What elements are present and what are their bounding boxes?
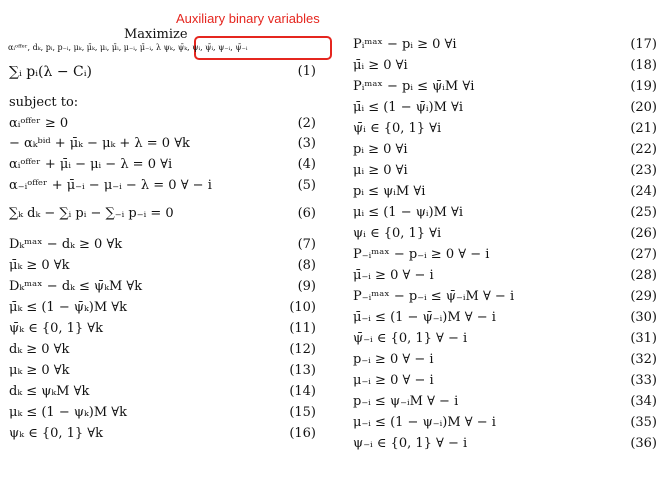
equation-expression: P₋ᵢᵐᵃˣ − p₋ᵢ ≤ ψ̄₋ᵢM ∀ − i: [353, 289, 515, 304]
equation-number: (22): [630, 142, 657, 157]
equation-expression: ψᵢ ∈ {0, 1} ∀i: [353, 226, 442, 241]
equation-expression: μ₋ᵢ ≤ (1 − ψ₋ᵢ)M ∀ − i: [353, 415, 496, 430]
decision-variables: αᵢᵒᶠᶠᵉʳ, dₖ, pᵢ, p₋ᵢ, μₖ, μ̄ₖ, μᵢ, μ̄ᵢ, μ₋ᵢ, μ̄₋ᵢ, λ: [8, 43, 162, 52]
equation-expression: α₋ᵢᵒᶠᶠᵉʳ + μ̄₋ᵢ − μ₋ᵢ − λ = 0 ∀ − i: [9, 178, 212, 193]
equation-number: (35): [630, 415, 657, 430]
equation-number: (36): [630, 436, 657, 451]
equation-number: (5): [297, 178, 316, 193]
equation-number: (13): [289, 363, 316, 378]
equation-expression: P₋ᵢᵐᵃˣ − p₋ᵢ ≥ 0 ∀ − i: [353, 247, 490, 262]
binary-variables: ψₖ, ψ̄ₖ, ψᵢ, ψ̄ᵢ, ψ₋ᵢ, ψ̄₋ᵢ: [163, 43, 248, 52]
equation-number: (1): [297, 64, 316, 79]
equation-number: (24): [630, 184, 657, 199]
equation-expression: μᵢ ≤ (1 − ψᵢ)M ∀i: [353, 205, 464, 220]
equation-number: (28): [630, 268, 657, 283]
equation-number: (33): [630, 373, 657, 388]
equation-number: (9): [297, 279, 316, 294]
equation-number: (18): [630, 58, 657, 73]
equation-number: (17): [630, 37, 657, 52]
equation-number: (2): [297, 116, 316, 131]
subject-to-label: subject to:: [9, 95, 79, 110]
equation-expression: μₖ ≥ 0 ∀k: [9, 363, 70, 378]
equation-expression: μ̄ᵢ ≥ 0 ∀i: [353, 58, 408, 73]
equation-number: (7): [297, 237, 316, 252]
equation-number: (23): [630, 163, 657, 178]
equation-expression: p₋ᵢ ≤ ψ₋ᵢM ∀ − i: [353, 394, 459, 409]
equation-expression: ψ̄₋ᵢ ∈ {0, 1} ∀ − i: [353, 331, 468, 346]
equation-number: (19): [630, 79, 657, 94]
equation-expression: dₖ ≥ 0 ∀k: [9, 342, 70, 357]
equation-number: (20): [630, 100, 657, 115]
maximize-word: Maximize: [124, 27, 188, 42]
equation-number: (15): [289, 405, 316, 420]
equation-expression: p₋ᵢ ≥ 0 ∀ − i: [353, 352, 434, 367]
equation-expression: μ̄₋ᵢ ≥ 0 ∀ − i: [353, 268, 434, 283]
equation-number: (25): [630, 205, 657, 220]
equation-expression: μᵢ ≥ 0 ∀i: [353, 163, 408, 178]
equation-number: (11): [289, 321, 316, 336]
equation-number: (6): [297, 206, 316, 221]
equation-number: (4): [297, 157, 316, 172]
equation-expression: αᵢᵒᶠᶠᵉʳ + μ̄ᵢ − μᵢ − λ = 0 ∀i: [9, 157, 173, 172]
equation-expression: μₖ ≤ (1 − ψₖ)M ∀k: [9, 405, 128, 420]
equation-expression: μ̄ₖ ≥ 0 ∀k: [9, 258, 70, 273]
equation-expression: dₖ ≤ ψₖM ∀k: [9, 384, 90, 399]
equation-expression: Dₖᵐᵃˣ − dₖ ≤ ψ̄ₖM ∀k: [9, 279, 143, 294]
maximize-variables: [8, 43, 247, 52]
equation-number: (27): [630, 247, 657, 262]
equation-number: (14): [289, 384, 316, 399]
equation-number: (30): [630, 310, 657, 325]
equation-number: (10): [289, 300, 316, 315]
equation-number: (26): [630, 226, 657, 241]
equation-number: (21): [630, 121, 657, 136]
equation-expression: Pᵢᵐᵃˣ − pᵢ ≤ ψ̄ᵢM ∀i: [353, 79, 475, 94]
equation-expression: Pᵢᵐᵃˣ − pᵢ ≥ 0 ∀i: [353, 37, 457, 52]
equation-expression: pᵢ ≤ ψᵢM ∀i: [353, 184, 426, 199]
equation-expression: μ̄₋ᵢ ≤ (1 − ψ̄₋ᵢ)M ∀ − i: [353, 310, 496, 325]
equation-expression: Dₖᵐᵃˣ − dₖ ≥ 0 ∀k: [9, 237, 123, 252]
equation-expression: ψₖ ∈ {0, 1} ∀k: [9, 426, 104, 441]
equation-expression: μ̄ₖ ≤ (1 − ψ̄ₖ)M ∀k: [9, 300, 128, 315]
equation-expression: pᵢ ≥ 0 ∀i: [353, 142, 408, 157]
equation-expression: αᵢᵒᶠᶠᵉʳ ≥ 0: [9, 116, 69, 131]
equation-number: (8): [297, 258, 316, 273]
equation-expression: ψ̄ₖ ∈ {0, 1} ∀k: [9, 321, 104, 336]
equation-number: (29): [630, 289, 657, 304]
annotation-label: Auxiliary binary variables: [176, 11, 320, 26]
equation-expression: μ̄ᵢ ≤ (1 − ψ̄ᵢ)M ∀i: [353, 100, 464, 115]
equation-expression: ψ₋ᵢ ∈ {0, 1} ∀ − i: [353, 436, 468, 451]
equation-number: (12): [289, 342, 316, 357]
equation-expression: − αₖᵇⁱᵈ + μ̄ₖ − μₖ + λ = 0 ∀k: [9, 136, 190, 151]
equation-number: (16): [289, 426, 316, 441]
equation-expression: ψ̄ᵢ ∈ {0, 1} ∀i: [353, 121, 442, 136]
equation-number: (31): [630, 331, 657, 346]
equation-expression: μ₋ᵢ ≥ 0 ∀ − i: [353, 373, 434, 388]
equation-number: (3): [297, 136, 316, 151]
equation-number: (34): [630, 394, 657, 409]
equation-number: (32): [630, 352, 657, 367]
equation-expression: ∑ₖ dₖ − ∑ᵢ pᵢ − ∑₋ᵢ p₋ᵢ = 0: [9, 206, 174, 221]
objective-function: ∑ᵢ pᵢ(λ − Cᵢ): [9, 64, 92, 80]
